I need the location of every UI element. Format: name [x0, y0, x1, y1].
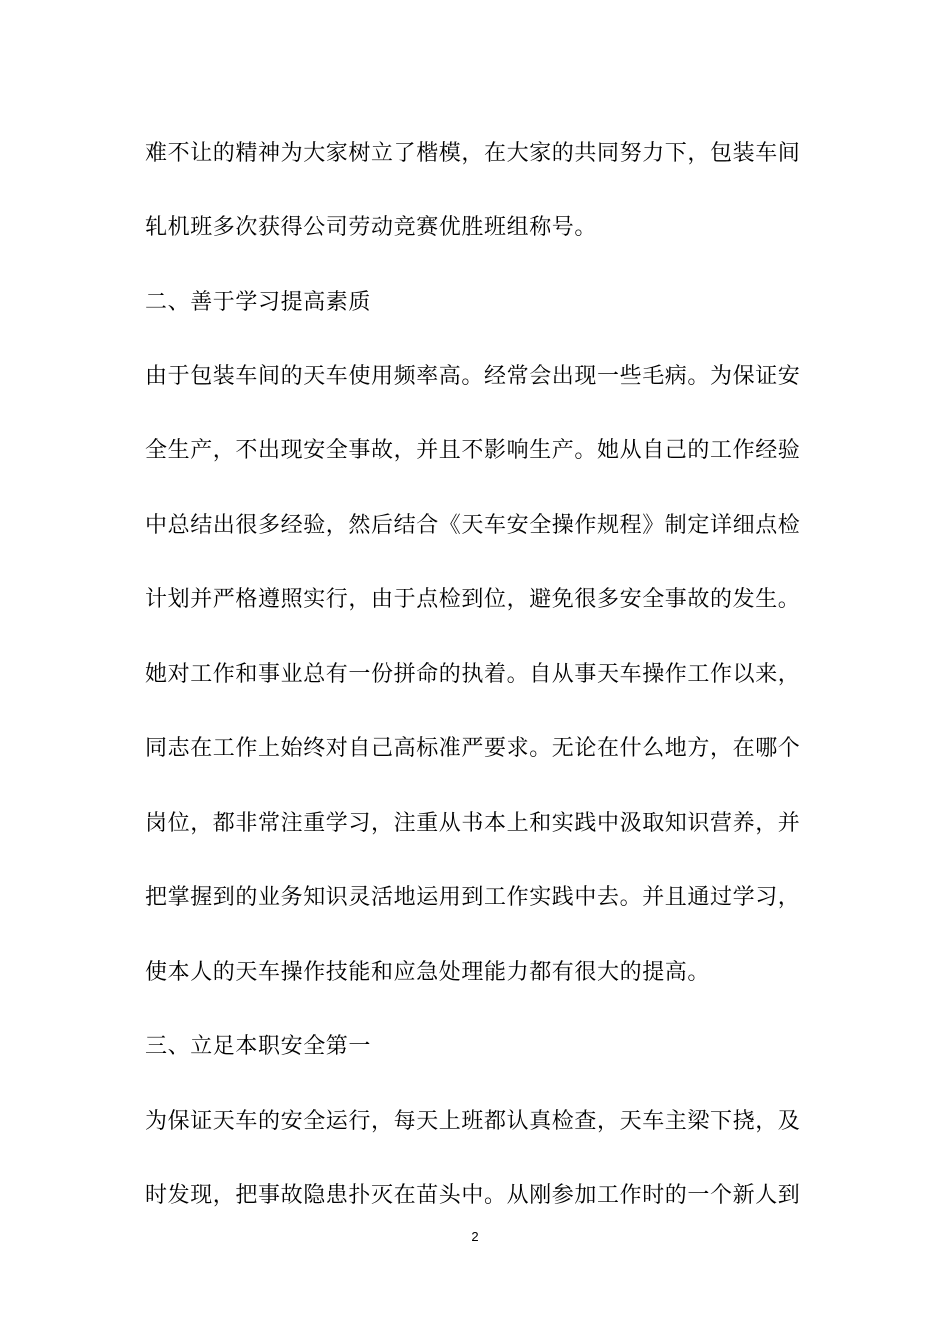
- section-heading: 三、立足本职安全第一: [145, 1034, 372, 1059]
- text-line: 岗位，都非常注重学习，注重从书本上和实践中汲取知识营养，并: [145, 811, 801, 836]
- text-line: 全生产，不出现安全事故，并且不影响生产。她从自己的工作经验: [145, 438, 801, 463]
- text-line: 轧机班多次获得公司劳动竞赛优胜班组称号。: [145, 215, 598, 240]
- text-line: 时发现，把事故隐患扑灭在苗头中。从刚参加工作时的一个新人到: [145, 1183, 801, 1208]
- text-line: 把掌握到的业务知识灵活地运用到工作实践中去。并且通过学习，: [145, 885, 801, 910]
- text-line: 中总结出很多经验，然后结合《天车安全操作规程》制定详细点检: [145, 513, 801, 538]
- section-heading: 二、善于学习提高素质: [145, 290, 372, 315]
- text-line: 同志在工作上始终对自己高标准严要求。无论在什么地方，在哪个: [145, 736, 801, 761]
- text-line: 难不让的精神为大家树立了楷模，在大家的共同努力下，包装车间: [145, 141, 801, 166]
- text-line: 计划并严格遵照实行，由于点检到位，避免很多安全事故的发生。: [145, 587, 801, 612]
- text-line: 使本人的天车操作技能和应急处理能力都有很大的提高。: [145, 960, 711, 985]
- text-line: 为保证天车的安全运行，每天上班都认真检查，天车主梁下挠，及: [145, 1109, 801, 1134]
- page-number: 2: [471, 1229, 479, 1244]
- text-line: 她对工作和事业总有一份拼命的执着。自从事天车操作工作以来，: [145, 662, 801, 687]
- text-line: 由于包装车间的天车使用频率高。经常会出现一些毛病。为保证安: [145, 364, 801, 389]
